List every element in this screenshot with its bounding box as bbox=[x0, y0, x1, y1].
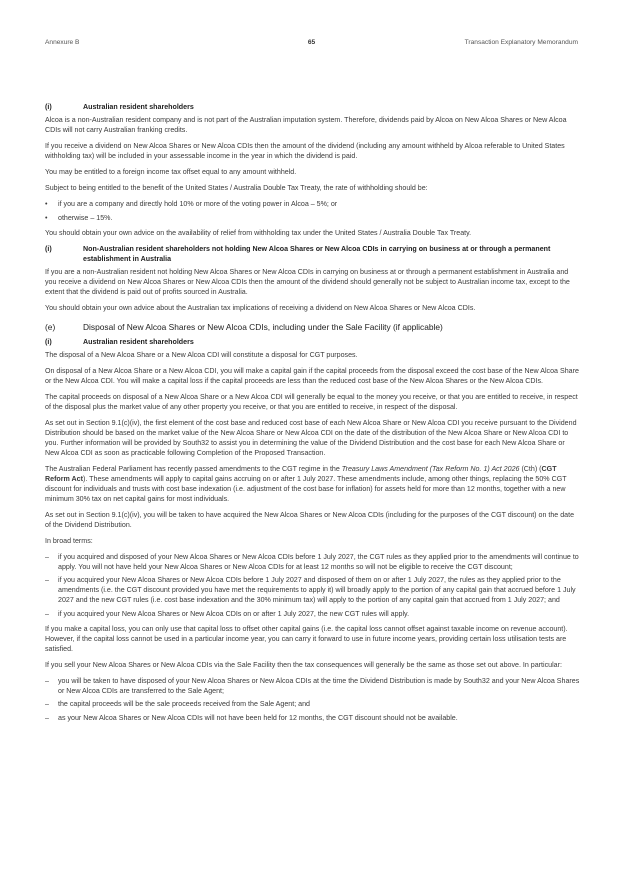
list-item: – if you acquired your New Alcoa Shares or New Alcoa CDIs on or after 1 July 2027, the new CGT rules will apply. bbox=[45, 610, 580, 620]
act-title: Treasury Laws Amendment (Tax Reform No. 1) Act 2026 bbox=[341, 464, 520, 473]
paragraph: You should obtain your own advice about the Australian tax implications of receiving a dividend on New Alcoa Shares or New Alcoa CDIs. bbox=[45, 303, 476, 312]
list-item: – if you acquired and disposed of your New Alcoa Shares or New Alcoa CDIs before 1 July 2027, the CGT rules as they applied prior to the amendments will continue to apply. You will not have held your New Alcoa Shares or New Alcoa CDIs for at least 12 months so will not be eligible to receive the CGT discount; bbox=[45, 553, 580, 573]
heading-number: (i) bbox=[45, 244, 52, 253]
paragraph: If you sell your New Alcoa Shares or New Alcoa CDIs via the Sale Facility then the tax consequences will generally be the same as those set out above. In particular: bbox=[45, 660, 562, 669]
heading-australian-resident-disposal bbox=[45, 338, 580, 348]
text-run: (Cth) ( bbox=[519, 464, 542, 473]
document-body bbox=[45, 103, 580, 729]
header-annexure-label: Annexure B bbox=[45, 39, 80, 46]
section-number: (e) bbox=[45, 321, 56, 332]
page-number: 65 bbox=[307, 39, 316, 46]
text-run: ). These amendments will apply to capital gains accruing on or after 1 July 2027. These amendments include, among other things, replacing the 50% CGT discount for individuals and trusts with cost base indexation (i.e. adjustment of the cost base for inflation) for assets held for more than 12 months, together with a new minimum 30% tax on net capital gains for most individuals. bbox=[45, 474, 567, 503]
heading-text: Australian resident shareholders bbox=[83, 337, 194, 346]
paragraph: You may be entitled to a foreign income tax offset equal to any amount withheld. bbox=[45, 168, 297, 177]
section-heading-disposal bbox=[45, 322, 580, 333]
defined-term: CGT Reform Act bbox=[45, 464, 557, 483]
list-item: – as your New Alcoa Shares or New Alcoa CDIs will not have been held for 12 months, the CGT discount should not be available. bbox=[45, 714, 580, 724]
heading-number: (i) bbox=[45, 103, 52, 111]
paragraph: As set out in Section 9.1(c)(iv), you will be taken to have acquired the New Alcoa Shares or New Alcoa CDIs (including for the purposes of the CGT discount) on the date of the Dividend Distribution. bbox=[45, 510, 575, 529]
list-item: • if you are a company and directly hold 10% or more of the voting power in Alcoa – 5%; or bbox=[45, 200, 580, 210]
section-title: Disposal of New Alcoa Shares or New Alcoa CDIs, including under the Sale Facility (if applicable) bbox=[83, 321, 443, 332]
text-run: The Australian Federal Parliament has recently passed amendments to the CGT regime in the bbox=[45, 464, 342, 473]
paragraph: Subject to being entitled to the benefit of the United States / Australia Double Tax Treaty, the rate of withholding should be: bbox=[45, 184, 428, 193]
paragraph-cgt-reform bbox=[45, 465, 580, 505]
withholding-rate-list bbox=[45, 200, 580, 224]
sale-facility-list bbox=[45, 677, 580, 724]
paragraph: You should obtain your own advice on the availability of relief from withholding tax under the United States / Australia Double Tax Treaty. bbox=[45, 228, 472, 237]
paragraph: If you are a non-Australian resident not holding New Alcoa Shares or New Alcoa CDIs in carrying on business at or through a permanent establishment in Australia and you receive a dividend on New Alcoa Shares or New Alcoa CDIs then the amount of the dividend should generally not be subject to Australian income tax, except to the extent that the dividend is paid out of profits sourced in Australia. bbox=[45, 267, 570, 296]
heading-australian-resident-dividends bbox=[45, 103, 580, 113]
paragraph: As set out in Section 9.1(c)(iv), the first element of the cost base and reduced cost base of each New Alcoa Share or New Alcoa CDI you receive pursuant to the Dividend Distribution should be based on the market value of the New Alcoa Share or New Alcoa CDI on the date of the distribution of the New Alcoa Share or New Alcoa CDI to you. Further information will be provided by South32 to assist you in determining the value of the Dividend Distribution and the cost base for each New Alcoa Share or New Alcoa CDI as soon as practicable following Completion of the Proposed Transaction. bbox=[45, 418, 577, 457]
page-header bbox=[45, 39, 578, 51]
paragraph: On disposal of a New Alcoa Share or a New Alcoa CDI, you will make a capital gain if the capital proceeds from the disposal exceed the cost base of the New Alcoa Share or the New Alcoa CDI. You will make a capital loss if the capital proceeds are less than the reduced cost base of the New Alcoa Shares or the New Alcoa CDIs. bbox=[45, 366, 579, 385]
list-item: • otherwise – 15%. bbox=[45, 214, 580, 224]
paragraph: Alcoa is a non-Australian resident company and is not part of the Australian imputation system. Therefore, dividends paid by Alcoa on New Alcoa Shares or New Alcoa CDIs will not carry Australian franking credits. bbox=[45, 116, 567, 134]
list-item: – you will be taken to have disposed of your New Alcoa Shares or New Alcoa CDIs at the time the Dividend Distribution is made by South32 and your New Alcoa Shares or New Alcoa CDIs are transferred to the Sale Agent; bbox=[45, 677, 580, 697]
list-item: – the capital proceeds will be the sale proceeds received from the Sale Agent; and bbox=[45, 700, 580, 710]
paragraph: The disposal of a New Alcoa Share or a New Alcoa CDI will constitute a disposal for CGT purposes. bbox=[45, 350, 358, 359]
heading-text: Non-Australian resident shareholders not holding New Alcoa Shares or New Alcoa CDIs in carrying on business at or through a permanent establishment in Australia bbox=[83, 244, 551, 263]
heading-text: Australian resident shareholders bbox=[83, 103, 194, 111]
broad-terms-list bbox=[45, 553, 580, 620]
paragraph: In broad terms: bbox=[45, 536, 93, 545]
paragraph: The capital proceeds on disposal of a New Alcoa Share or a New Alcoa CDI will generally be equal to the money you receive, or that you are entitled to receive, in respect of the disposal plus the market value of any other property you receive, or that you are entitled to receive, in respect of the disposal. bbox=[45, 392, 578, 411]
list-item: – if you acquired your New Alcoa Shares or New Alcoa CDIs before 1 July 2027 and disposed of them on or after 1 July 2027, the rules as they applied prior to the amendments (i.e. the CGT discount provided you have met the requirements to apply it) will broadly apply to the portion of any capital gain that accrued before 1 July 2027 and the new CGT rules (i.e. cost base indexation and the 30% minimum tax) will apply to the portion of any capital gain that accrued from 1 July 2027; and bbox=[45, 576, 580, 606]
heading-number: (i) bbox=[45, 337, 52, 346]
paragraph: If you receive a dividend on New Alcoa Shares or New Alcoa CDIs then the amount of the dividend (including any amount withheld by Alcoa referable to United States withholding tax) will be included in your assessable income in the year in which the dividend is paid. bbox=[45, 142, 565, 160]
paragraph: If you make a capital loss, you can only use that capital loss to offset other capital gains (i.e. the capital loss cannot offset against taxable income on revenue account). However, if the capital loss cannot be used in a particular income year, you can carry it forward to use in future income years, providing certain loss utilisation tests are satisfied. bbox=[45, 624, 568, 653]
heading-non-australian-resident bbox=[45, 245, 580, 265]
header-document-title: Transaction Explanatory Memorandum bbox=[464, 39, 578, 46]
